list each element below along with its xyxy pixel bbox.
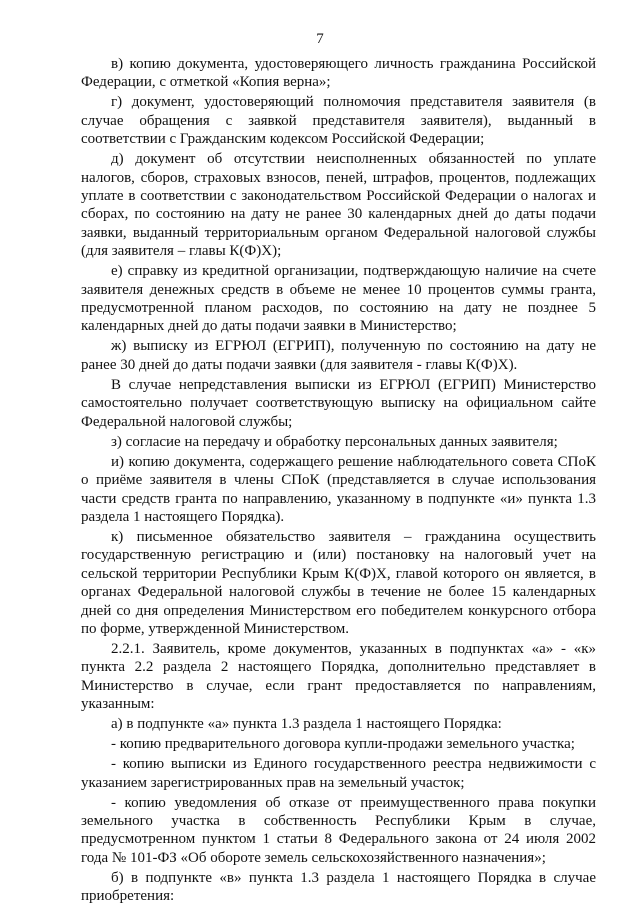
paragraph-z: з) согласие на передачу и обработку персональных данных заявителя; <box>111 433 558 450</box>
paragraph-b: б) в подпункте «в» пункта 1.3 раздела 1 настоящего Порядка в случае приобретения: <box>81 869 596 905</box>
paragraph-k: к) письменное обязательство заявителя – гражданина осуществить государственную регистрацию и (или) постановку на налоговый учет на сельской территории Республики Крым К(Ф)Х, главой которого он является, в органах Федеральной налоговой службы в течение не более 15 календарных дней со дня определения Министерством его победителем конкурсного отбора по форме, утвержденной Министерством. <box>81 528 596 637</box>
paragraph-d: д) документ об отсутствии неисполненных обязанностей по уплате налогов, сборов, страховых взносов, пеней, штрафов, процентов, подлежащих уплате в соответствии с законодательством Российской Федерации о налогах и сборах, по состоянию на дату не ранее 30 календарных дней до даты подачи заявки, выданный территориальным органом Федеральной налоговой службы (для заявителя – главы К(Ф)Х); <box>81 151 596 260</box>
list-item-refusal-notice: - копию уведомления об отказе от преимущественного права покупки земельного участка в собственность Республики Крым в случае, предусмотренном пунктом 1 статьи 8 Федерального закона от 24 июля 2002 года № 101-ФЗ «Об обороте земель сельскохозяйственного назначения»; <box>81 794 596 866</box>
paragraph-v: в) копию документа, удостоверяющего личность гражданина Российской Федерации, с отметкой «Копия верна»; <box>81 56 596 91</box>
paragraph-zh: ж) выписку из ЕГРЮЛ (ЕГРИП), полученную по состоянию на дату не ранее 30 дней до даты подачи заявки (для заявителя - главы К(Ф)Х). <box>81 338 596 373</box>
paragraph-non-submission-note: В случае непредставления выписки из ЕГРЮЛ (ЕГРИП) Министерство самостоятельно получает соответствующую выписку на официальном сайте Федеральной налоговой службы; <box>81 376 596 430</box>
page-number: 7 <box>316 31 324 47</box>
paragraph-2-2-1: 2.2.1. Заявитель, кроме документов, указанных в подпунктах «а» - «к» пункта 2.2 раздела 2 настоящего Порядка, дополнительно представляет в Министерство в случае, если грант предоставляется по направлениям, указанным: <box>81 640 596 713</box>
list-item-preliminary-contract: - копию предварительного договора купли-продажи земельного участка; <box>111 736 575 753</box>
document-body <box>81 55 596 907</box>
paragraph-i: и) копию документа, содержащего решение наблюдательного совета СПоК о приёме заявителя в члены СПоК (представляется в случае использования части средств гранта по направлению, указанному в подпункте «и» пункта 1.3 раздела 1 настоящего Порядка). <box>81 453 596 525</box>
paragraph-e: е) справку из кредитной организации, подтверждающую наличие на счете заявителя денежных средств в объеме не менее 10 процентов суммы гранта, предусмотренной планом расходов, по состоянию на дату не позднее 5 календарных дней до даты подачи заявки в Министерство; <box>81 263 596 335</box>
paragraph-a: а) в подпункте «а» пункта 1.3 раздела 1 настоящего Порядка: <box>111 716 502 733</box>
list-item-registry-extract: - копию выписки из Единого государственного реестра недвижимости с указанием зарегистрированных прав на земельный участок; <box>81 756 596 791</box>
paragraph-g: г) документ, удостоверяющий полномочия представителя заявителя (в случае обращения с заявкой представителя заявителя), выданный в соответствии с Гражданским кодексом Российской Федерации; <box>81 94 596 148</box>
